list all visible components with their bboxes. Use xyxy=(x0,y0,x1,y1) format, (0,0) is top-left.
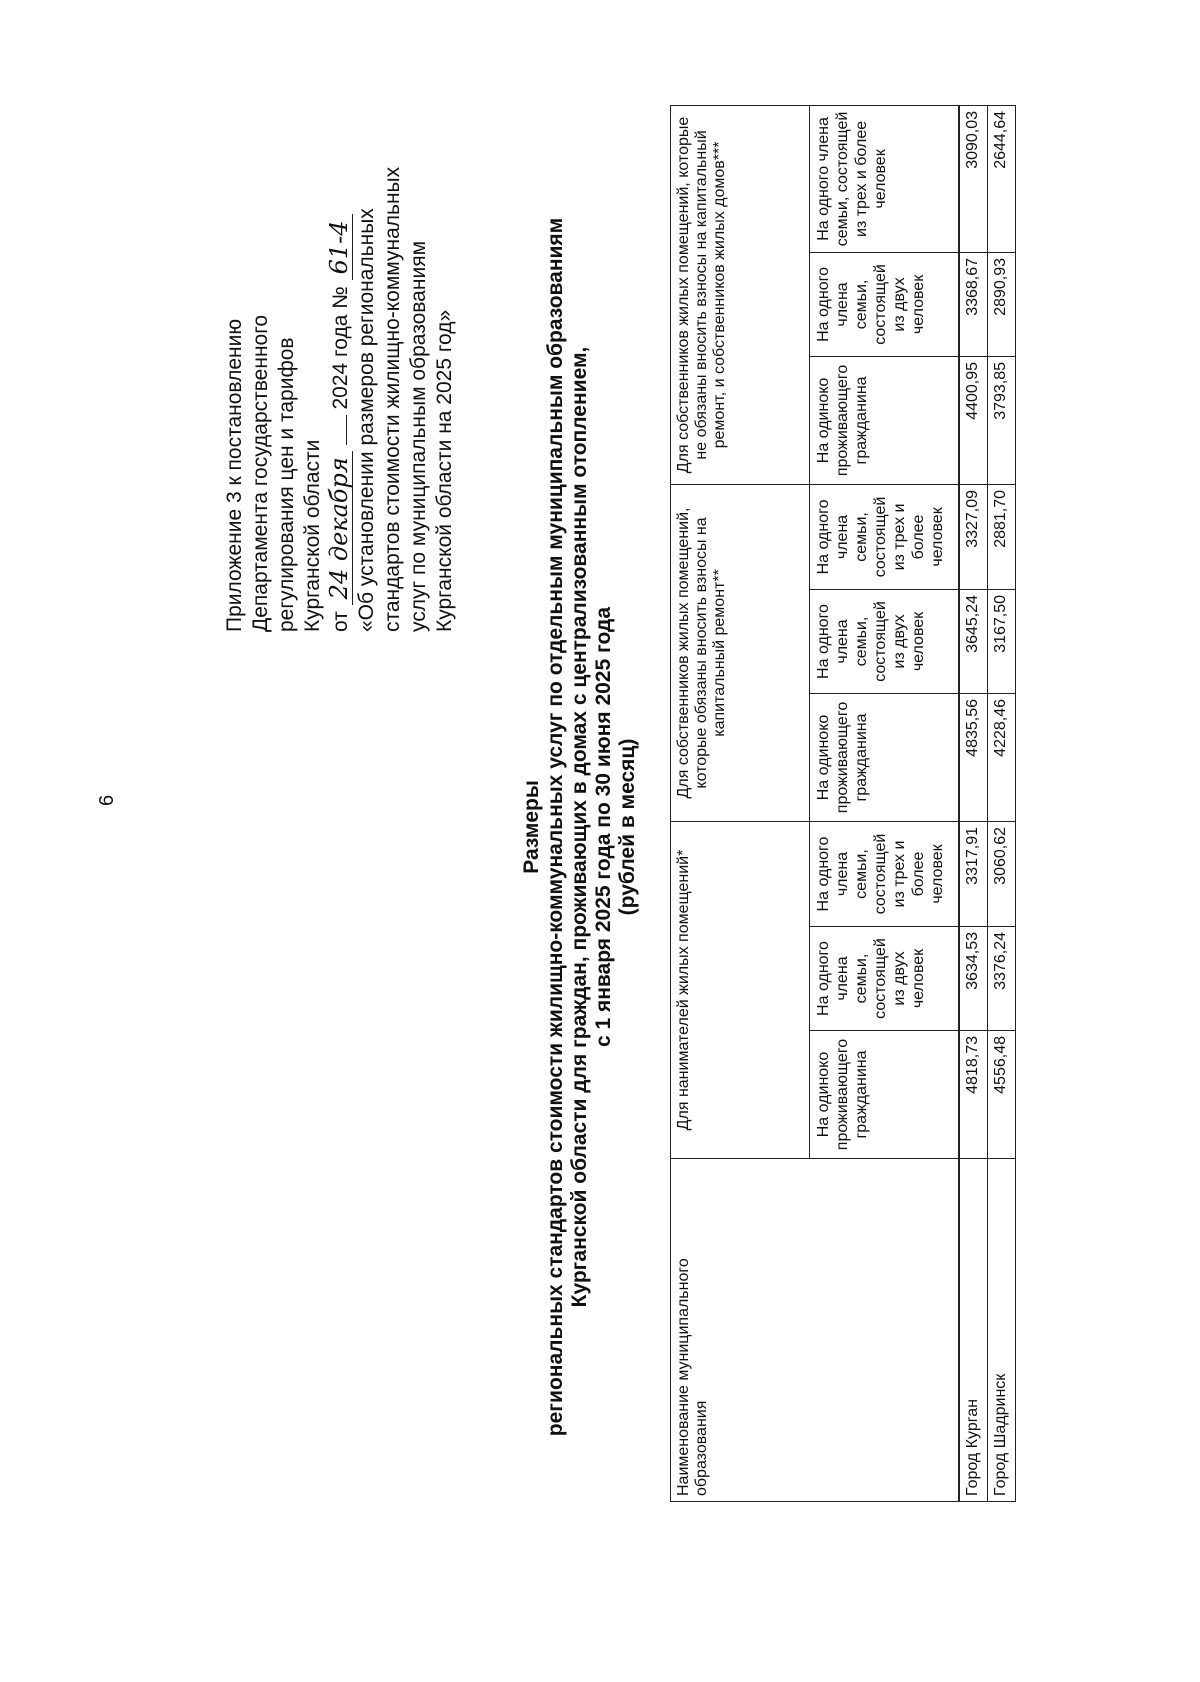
value-cell: 2644,64 xyxy=(987,105,1015,252)
municipality-name: Город Курган xyxy=(959,1159,987,1502)
subheader-three-plus: На одного члена семьи, состоящей из трех и более человек xyxy=(810,484,960,589)
handwritten-number: 61-4 xyxy=(326,214,353,280)
value-cell: 4835,56 xyxy=(959,693,987,821)
value-cell: 3327,09 xyxy=(959,484,987,589)
group-header-tenants: Для нанимателей жилых помещений* xyxy=(671,821,810,1158)
appendix-line: услуг по муниципальным образованиям xyxy=(407,240,430,632)
value-cell: 3090,03 xyxy=(959,105,987,252)
subheader-two-person: На одного члена семьи, состоящей из двух человек xyxy=(810,589,960,693)
appendix-header xyxy=(222,162,458,632)
municipality-column-header: Наименование муниципального образования xyxy=(671,1159,960,1502)
group-header-owners-with-repair-fee: Для собственников жилых помещений, которые обязаны вносить взносы на капитальный ремонт** xyxy=(671,484,810,821)
value-cell: 3167,50 xyxy=(987,589,1015,693)
handwritten-date: 24 декабря xyxy=(326,451,353,605)
value-cell: 3793,85 xyxy=(987,356,1015,484)
appendix-line: Курганской области на 2025 год» xyxy=(433,309,456,632)
appendix-line: стандартов стоимости жилищно-коммунальных xyxy=(381,166,404,632)
title-line: региональных стандартов стоимости жилищно-коммунальных услуг по отдельным муниципальным образованиям xyxy=(544,217,567,1437)
title-line: Размеры xyxy=(520,780,543,874)
value-cell: 4818,73 xyxy=(959,1031,987,1159)
table-row xyxy=(987,105,1015,1501)
tariff-table xyxy=(670,105,1016,1502)
date-suffix: 2024 года № xyxy=(329,286,352,410)
subheader-single: На одиноко проживающего гражданина xyxy=(810,356,960,484)
value-cell: 4556,48 xyxy=(987,1031,1015,1159)
subheader-two-person: На одного члена семьи, состоящей из двух человек xyxy=(810,927,960,1031)
subheader-three-plus: На одного члена семьи, состоящей из трех и более человек xyxy=(810,105,960,252)
appendix-line: Департамента государственного xyxy=(249,314,272,632)
value-cell: 4400,95 xyxy=(959,356,987,484)
title-line: с 1 января 2025 года по 30 июня 2025 года xyxy=(592,606,615,1048)
subheader-two-person: На одного члена семьи, состоящей из двух человек xyxy=(810,252,960,356)
value-cell: 2890,93 xyxy=(987,252,1015,356)
value-cell: 3376,24 xyxy=(987,927,1015,1031)
appendix-line: регулирования цен и тарифов xyxy=(275,337,298,632)
appendix-date-line xyxy=(326,162,354,632)
value-cell: 3645,24 xyxy=(959,589,987,693)
title-line: Курганской области для граждан, проживающих в домах с централизованным отоплением, xyxy=(568,346,591,1308)
appendix-line: «Об установлении размеров региональных xyxy=(355,208,378,632)
value-cell: 3060,62 xyxy=(987,821,1015,926)
table-row xyxy=(959,105,987,1501)
value-cell: 4228,46 xyxy=(987,693,1015,821)
value-cell: 3368,67 xyxy=(959,252,987,356)
appendix-line: Курганской области xyxy=(301,439,324,632)
subheader-three-plus: На одного члена семьи, состоящей из трех и более человек xyxy=(810,821,960,926)
date-prefix: от xyxy=(329,611,352,632)
group-header-owners-without-repair-fee: Для собственников жилых помещений, которые не обязаны вносить взносы на капитальный ремонт, и собственников жилых домов*** xyxy=(671,105,810,484)
value-cell: 3317,91 xyxy=(959,821,987,926)
subheader-single: На одиноко проживающего гражданина xyxy=(810,693,960,821)
municipality-name: Город Шадринск xyxy=(987,1159,1015,1502)
subheader-single: На одиноко проживающего гражданина xyxy=(810,1031,960,1159)
document-title xyxy=(520,187,640,1467)
page-number: 6 xyxy=(96,794,118,806)
appendix-line: Приложение 3 к постановлению xyxy=(223,318,246,632)
value-cell: 2881,70 xyxy=(987,484,1015,589)
date-blank xyxy=(346,415,347,445)
title-line: (рублей в месяц) xyxy=(616,738,639,916)
value-cell: 3634,53 xyxy=(959,927,987,1031)
